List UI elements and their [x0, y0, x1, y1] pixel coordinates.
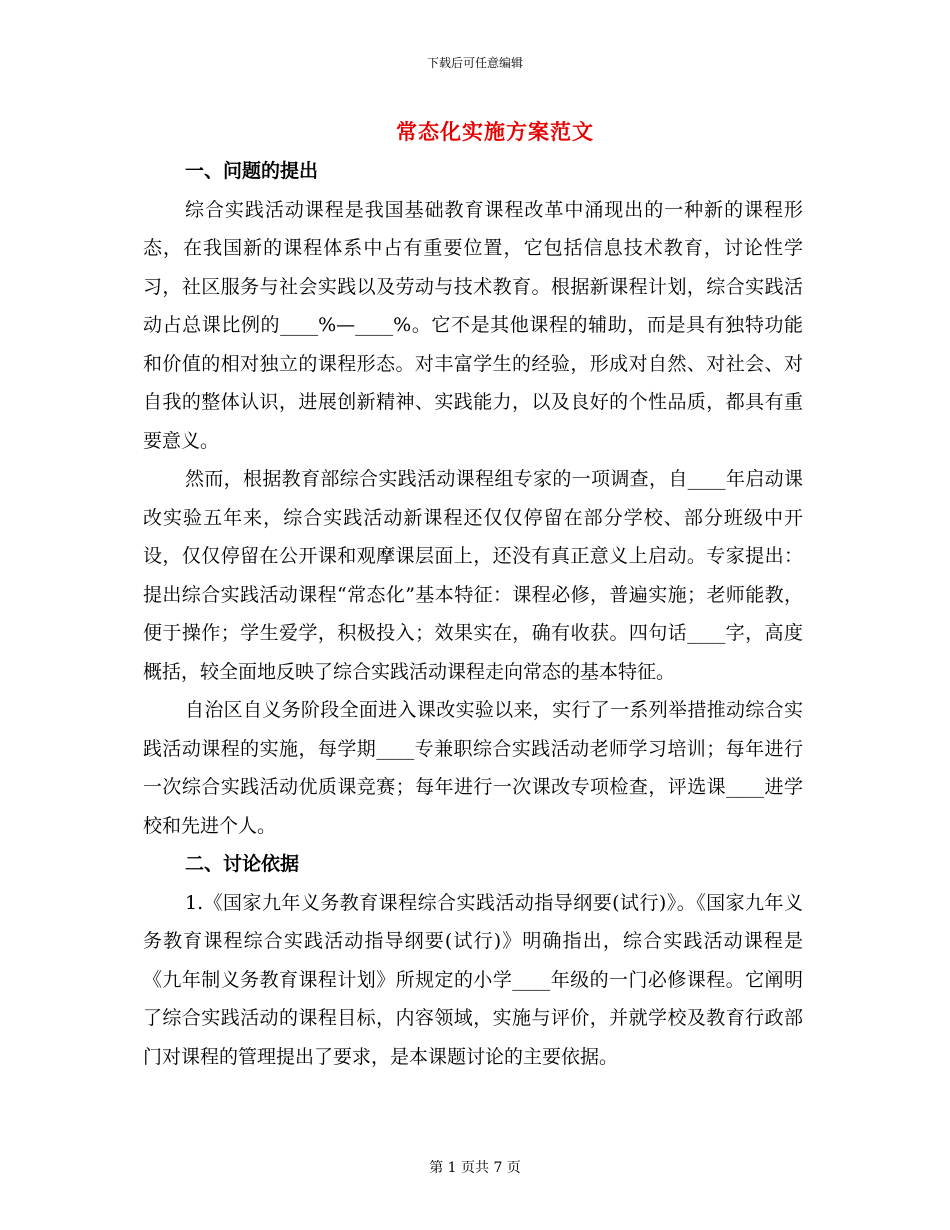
header-note: 下载后可任意编辑 [426, 56, 523, 70]
document-body [143, 152, 803, 1076]
section-heading-2: 二、讨论依据 [185, 853, 300, 875]
page-footer: 第 1 页共 7 页 [429, 1160, 521, 1176]
section-1-paragraph-1: 综合实践活动课程是我国基础教育课程改革中涌现出的一种新的课程形态，在我国新的课程体系中占有重要位置，它包括信息技术教育，讨论性学习，社区服务与社会实践以及劳动与技术教育。根据新课程计划，综合实践活动占总课比例的____%—____%。它不是其他课程的辅助，而是具有独特功能和价值的相对独立的课程形态。对丰富学生的经验，形成对自然、对社会、对自我的整体认识，进展创新精神、实践能力，以及良好的个性品质，都具有重要意义。 [143, 198, 803, 452]
document-title: 常态化实施方案范文 [396, 119, 594, 144]
section-1-paragraph-3: 自治区自义务阶段全面进入课改实验以来，实行了一系列举措推动综合实践活动课程的实施，每学期____专兼职综合实践活动老师学习培训；每年进行一次综合实践活动优质课竞赛；每年进行一次课改专项检查，评选课____进学校和先进个人。 [143, 699, 803, 837]
section-2-paragraph-1: 1.《国家九年义务教育课程综合实践活动指导纲要(试行)》。《国家九年义务教育课程综合实践活动指导纲要(试行)》明确指出，综合实践活动课程是《九年制义务教育课程计划》所规定的小学____年级的一门必修课程。它阐明了综合实践活动的课程目标，内容领域，实施与评价，并就学校及教育行政部门对课程的管理提出了要求，是本课题讨论的主要依据。 [143, 891, 803, 1068]
section-heading-1: 一、问题的提出 [185, 160, 319, 182]
section-1-paragraph-2: 然而，根据教育部综合实践活动课程组专家的一项调查，自____年启动课改实验五年来，综合实践活动新课程还仅仅停留在部分学校、部分班级中开设，仅仅停留在公开课和观摩课层面上，还没有真正意义上启动。专家提出：提出综合实践活动课程“常态化”基本特征：课程必修，普遍实施；老师能教，便于操作；学生爱学，积极投入；效果实在，确有收获。四句话____字，高度概括，较全面地反映了综合实践活动课程走向常态的基本特征。 [143, 468, 803, 683]
